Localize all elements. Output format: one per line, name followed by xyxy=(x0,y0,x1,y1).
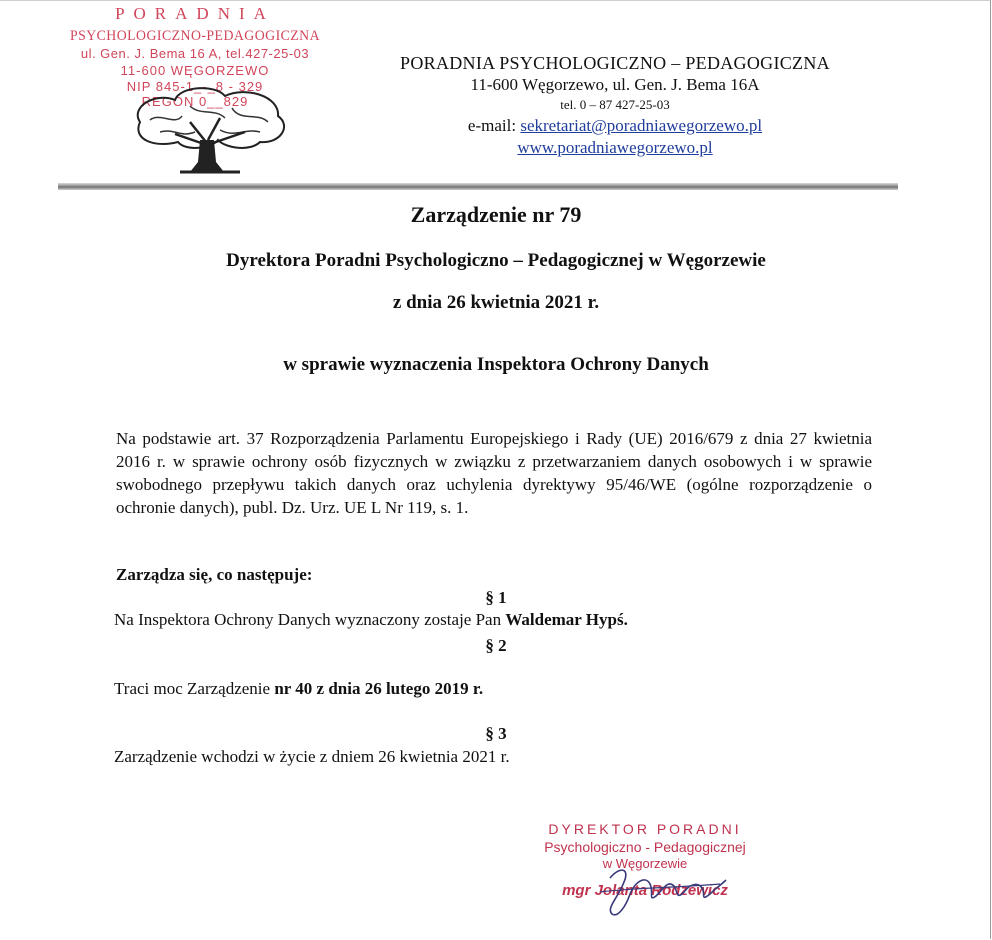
signature-unit: Psychologiczno - Pedagogicznej xyxy=(544,839,746,855)
institution-address: 11-600 Węgorzewo, ul. Gen. J. Bema 16A xyxy=(470,75,760,94)
section-1-text-plain: Na Inspektora Ochrony Danych wyznaczony zostaje Pan xyxy=(114,610,506,629)
institution-email-row xyxy=(360,115,870,137)
document-subject: w sprawie wyznaczenia Inspektora Ochrony Danych xyxy=(283,354,709,375)
section-2-text-plain: Traci moc Zarządzenie xyxy=(114,679,275,698)
section-2-text xyxy=(114,678,483,700)
stamp-line-2: PSYCHOLOGICZNO-PEDAGOGICZNA xyxy=(69,28,321,44)
section-3-mark: § 3 xyxy=(485,724,507,743)
institution-name: PORADNIA PSYCHOLOGICZNO – PEDAGOGICZNA xyxy=(400,53,830,73)
stamp-line-6: REGON 0__829 xyxy=(141,94,249,109)
section-3-text-plain: Zarządzenie wchodzi w życie z dniem 26 kwietnia 2021 r. xyxy=(114,747,510,766)
document-date: z dnia 26 kwietnia 2021 r. xyxy=(392,292,600,313)
institution-website-row xyxy=(360,137,870,159)
section-2-text-bold: nr 40 z dnia 26 lutego 2019 r. xyxy=(274,679,484,698)
header-divider xyxy=(58,183,898,190)
email-label: e-mail: xyxy=(467,116,517,135)
letterhead xyxy=(360,52,870,159)
tree-logo-icon xyxy=(120,82,295,178)
stamp-line-1: PORADNIA xyxy=(115,4,275,23)
institution-phone: tel. 0 – 87 427-25-03 xyxy=(560,97,670,112)
website-link[interactable]: www.poradniawegorzewo.pl xyxy=(517,138,713,157)
document-title: Zarządzenie nr 79 xyxy=(410,202,582,227)
stamp-line-5: NIP 845-1_-_8 - 329 xyxy=(126,79,264,94)
section-1-text xyxy=(114,609,628,631)
signature-name: mgr Jolanta Rodzewicz xyxy=(562,882,728,899)
intro-line: Zarządza się, co następuje: xyxy=(116,565,313,584)
legal-basis-paragraph: Na podstawie art. 37 Rozporządzenia Parlamentu Europejskiego i Rady (UE) 2016/679 z dnia 27 kwietnia 2016 r. w sprawie ochrony osób fizycznych w związku z przetwarzaniem danych osobowych i w sprawie swobodnego przepływu takich danych oraz uchylenia dyrektywy 95/46/WE (ogólne rozporządzenie o ochronie danych), publ. Dz. Urz. UE L Nr 119, s. 1. xyxy=(116,429,872,517)
document-issuer: Dyrektora Poradni Psychologiczno – Pedagogicznej w Węgorzewie xyxy=(226,250,766,271)
stamp-line-3: ul. Gen. J. Bema 16 A, tel.427-25-03 xyxy=(80,46,310,61)
signature-title: DYREKTOR PORADNI xyxy=(548,821,742,837)
email-link[interactable]: sekretariat@poradniawegorzewo.pl xyxy=(520,116,763,135)
signature-place: w Węgorzewie xyxy=(602,856,688,871)
section-1-mark: § 1 xyxy=(485,588,507,607)
stamp-line-4: 11-600 WĘGORZEWO xyxy=(120,63,270,78)
section-2-mark: § 2 xyxy=(485,636,507,655)
section-1-text-bold: Waldemar Hypś. xyxy=(505,610,628,629)
handwritten-signature-icon xyxy=(590,858,730,920)
section-3-text xyxy=(114,746,510,768)
